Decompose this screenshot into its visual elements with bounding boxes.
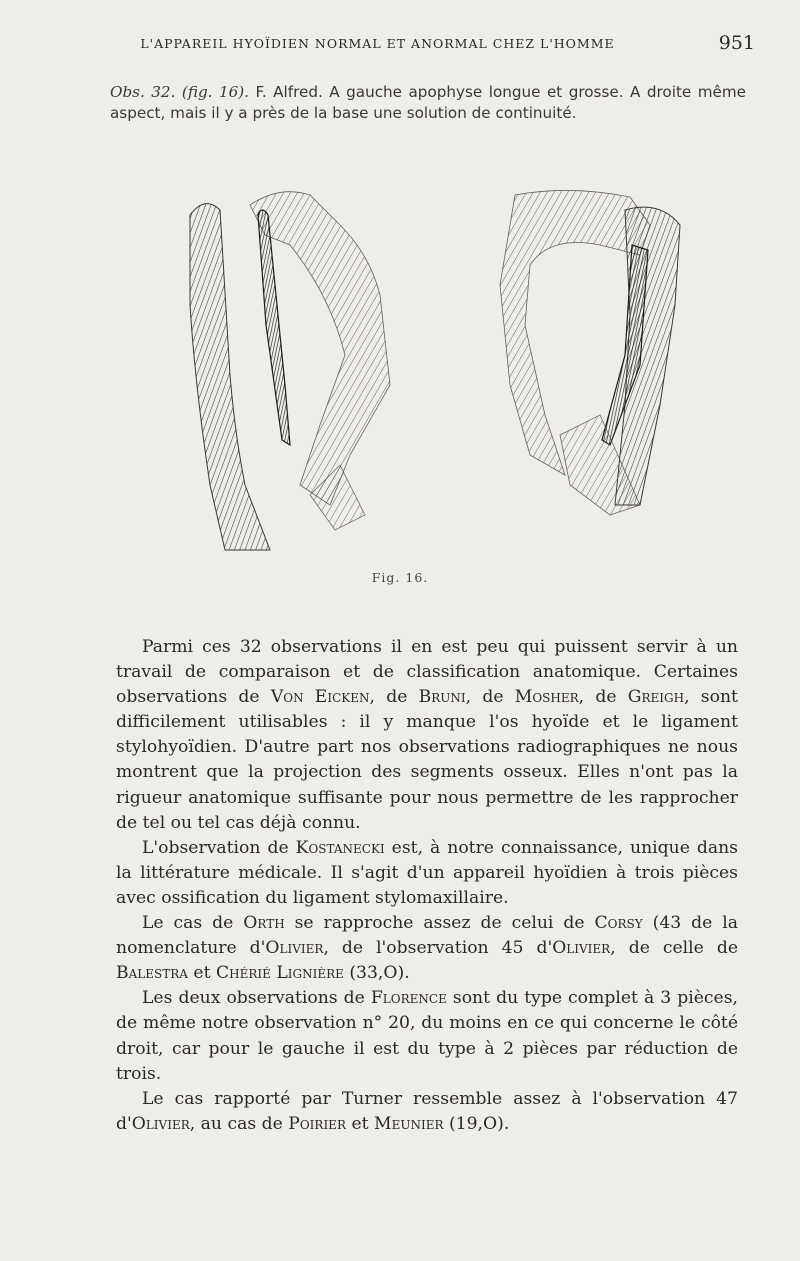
right-specimen: [500, 190, 680, 515]
author-name: Corsy: [594, 913, 643, 934]
author-name: Poirier: [288, 1113, 346, 1134]
text-run: Le cas rapporté par Turner ressemble assez à l'observation 47 d': [116, 1088, 738, 1134]
text-run: Parmi ces 32 observations il en est peu qui puissent servir à un travail de comparaison et de classification anatomique. Certaines observations de: [116, 637, 738, 708]
author-name: Greigh: [627, 687, 685, 708]
text-run: Le cas de: [142, 913, 244, 934]
author-name: Mosher: [514, 687, 579, 708]
text-run: se rapproche assez de celui de: [284, 913, 595, 934]
page-number: 951: [718, 32, 755, 54]
author-name: Florence: [370, 988, 447, 1009]
author-name: Orth: [243, 913, 285, 934]
text-run: , de celle de: [610, 938, 738, 959]
text-run: (19,O).: [443, 1113, 510, 1134]
author-name: Kostanecki: [295, 837, 385, 858]
text-run: et: [345, 1113, 374, 1134]
text-run: (43 de la nomenclature d': [116, 913, 738, 959]
text-run: , de: [465, 687, 515, 708]
author-name: Bruni: [418, 687, 466, 708]
paragraph-2: [116, 836, 738, 911]
text-run: , de l'observation 45 d': [323, 938, 553, 959]
paragraph-1: [116, 635, 738, 836]
text-run: , sont difficilement utilisables : il y manque l'os hyoïde et le ligament stylohyoïdien. D'autre part nos observations radiographiques ne nous montrent que la projection des segments osseux. Elles n'ont pas la rigueur anatomique suffisante pour nous permettre de les rapprocher de tel ou tel cas déjà connu.: [116, 687, 738, 833]
text-run: , de: [578, 687, 628, 708]
body-text: [116, 635, 738, 1137]
observation-ref: Obs. 32.: [110, 83, 176, 101]
author-name: Meunier: [374, 1113, 444, 1134]
text-run: L'observation de: [142, 837, 296, 858]
running-header: [0, 32, 755, 54]
text-run: est, à notre connaissance, unique dans la littérature médicale. Il s'agit d'un appareil hyoïdien à trois pièces avec ossification du ligament stylomaxillaire.: [116, 837, 738, 908]
author-name: Balestra: [116, 963, 188, 984]
author-name: Olivier: [131, 1113, 190, 1134]
paragraph-3: [116, 911, 738, 986]
author-name: Olivier: [265, 938, 324, 959]
text-run: , au cas de: [189, 1113, 289, 1134]
left-specimen: [190, 192, 390, 550]
paragraph-4: [116, 986, 738, 1086]
text-run: (33,O).: [343, 963, 410, 984]
figure-caption: Fig. 16.: [371, 570, 429, 585]
author-name: Von Eicken: [270, 687, 370, 708]
text-run: sont du type complet à 3 pièces, de même notre observation n° 20, du moins en ce qui concerne le côté droit, car pour le gauche il est du type à 2 pièces par réduction de trois.: [116, 988, 738, 1084]
figure-16-illustration: [170, 185, 700, 565]
figure-ref: (fig. 16).: [181, 83, 250, 101]
observation-text: F. Alfred. A gauche apophyse longue et grosse. A droite même aspect, mais il y a près de la base une solution de continuité.: [110, 83, 746, 122]
observation-paragraph: [110, 82, 746, 123]
text-run: , de: [369, 687, 419, 708]
text-run: et: [187, 963, 216, 984]
running-title: L'APPAREIL HYOÏDIEN NORMAL ET ANORMAL CHEZ L'HOMME: [140, 36, 615, 51]
author-name: Olivier: [552, 938, 611, 959]
paragraph-5: [116, 1087, 738, 1137]
text-run: Les deux observations de: [142, 988, 371, 1009]
author-name: Chérié Lignière: [215, 963, 344, 984]
